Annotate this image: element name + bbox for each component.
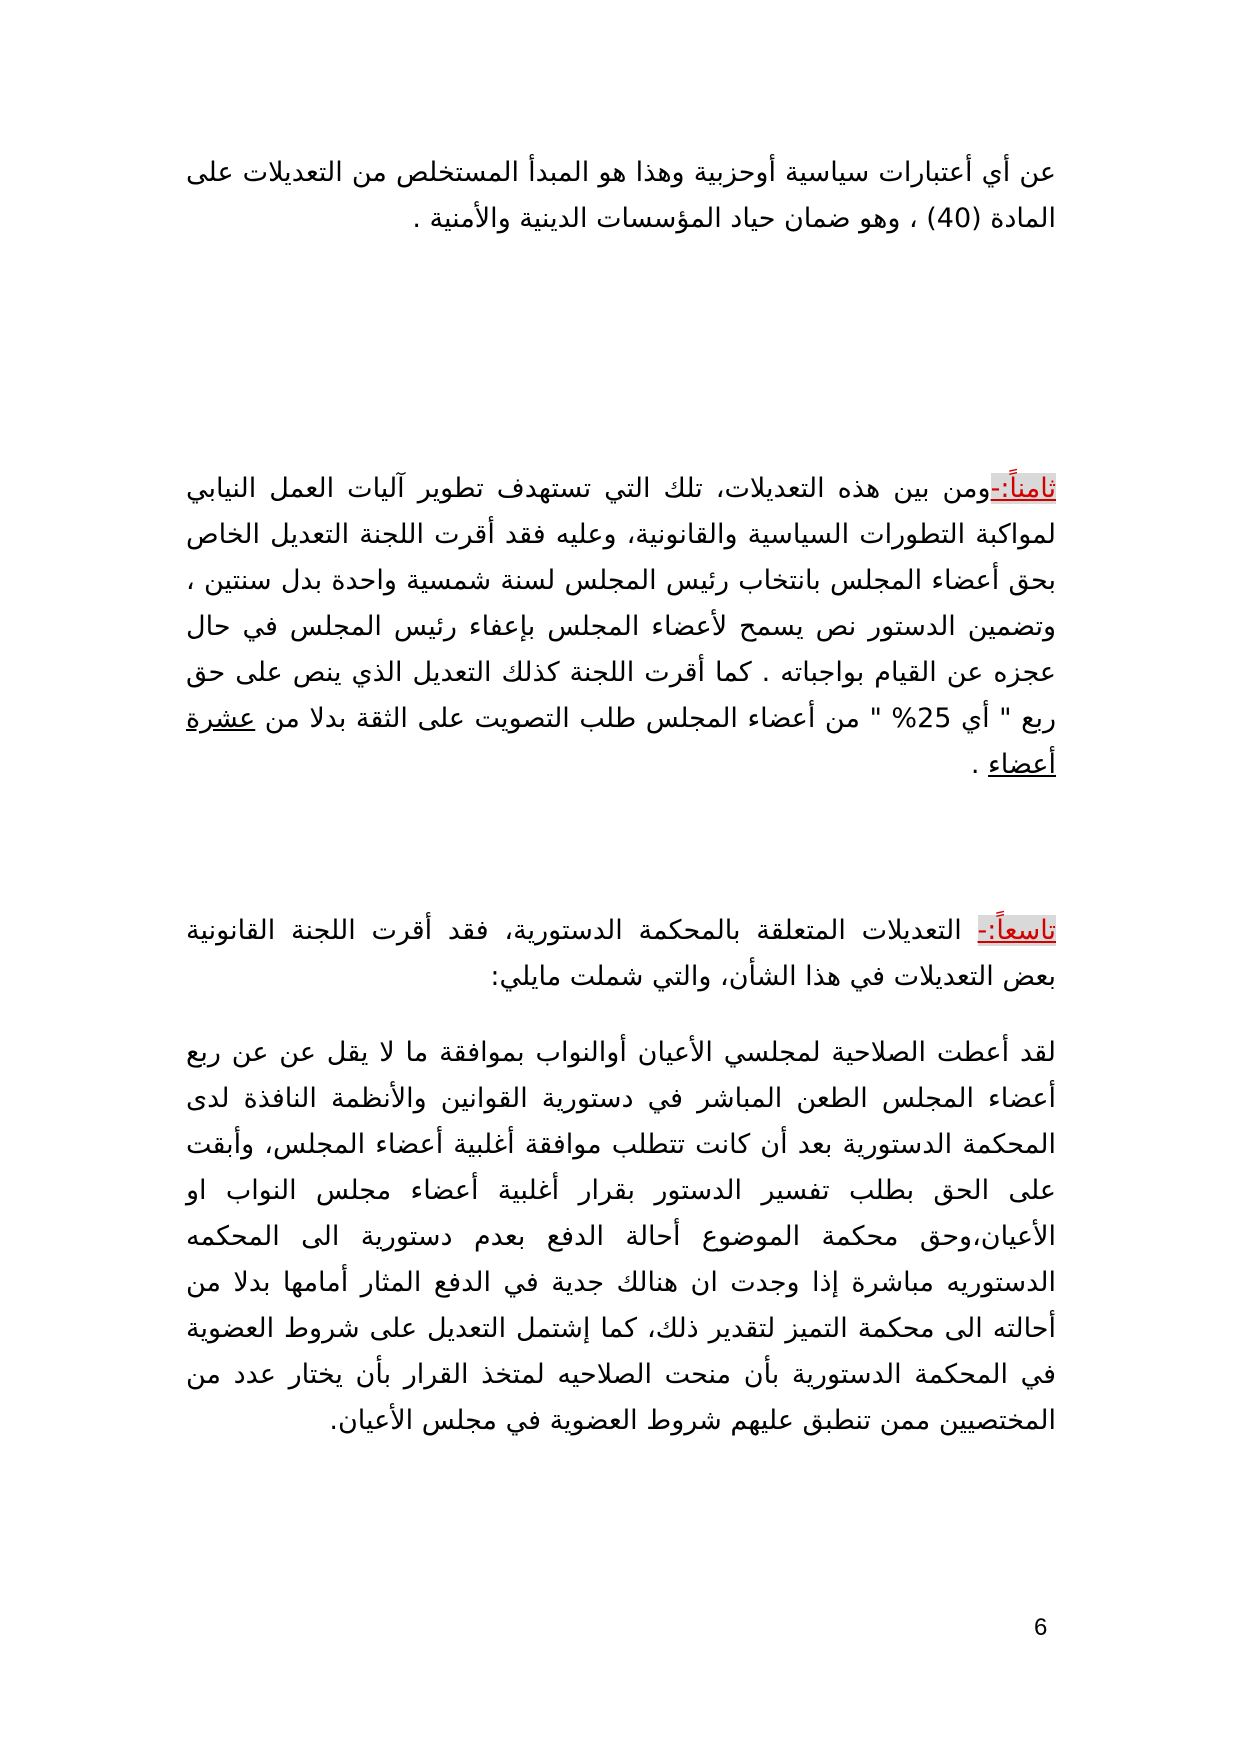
paragraph-text: عن أي أعتبارات سياسية أوحزبية وهذا هو المبدأ المستخلص من التعديلات على المادة (40) ، وهو ضمان حياد المؤسسات الدينية والأمنية . bbox=[186, 157, 1056, 234]
paragraph-text-end: . bbox=[970, 749, 989, 780]
paragraph-constitutional-court bbox=[186, 1030, 1056, 1444]
section-heading-ninth: تاسعاً:- bbox=[977, 915, 1056, 946]
paragraph-neutrality bbox=[186, 150, 1056, 242]
paragraph-text: لقد أعطت الصلاحية لمجلسي الأعيان أوالنواب بموافقة ما لا يقل عن عن ربع أعضاء المجلس الطعن المباشر في دستورية القوانين والأنظمة النافذة لدى المحكمة الدستورية بعد أن كانت تتطلب موافقة أغلبية أعضاء المجلس، وأبقت على الحق بطلب تفسير الدستور بقرار أغلبية أعضاء مجلس النواب او الأعيان،وحق محكمة الموضوع أحالة الدفع بعدم دستورية الى المحكمه الدستوريه مباشرة إذا وجدت ان هنالك جدية في الدفع المثار أمامها بدلا من أحالته الى محكمة التميز لتقدير ذلك، كما إشتمل التعديل على شروط العضوية في المحكمة الدستورية بأن منحت الصلاحيه لمتخذ القرار بأن يختار عدد من المختصيين ممن تنطبق عليهم شروط العضوية في مجلس الأعيان. bbox=[186, 1037, 1056, 1436]
paragraph-text: التعديلات المتعلقة بالمحكمة الدستورية، فقد أقرت اللجنة القانونية بعض التعديلات في هذا الشأن، والتي شملت مايلي: bbox=[186, 915, 1056, 992]
paragraph-eighth bbox=[186, 466, 1056, 788]
page-number: 6 bbox=[1034, 1614, 1048, 1641]
underlined-phrase: عشرة أعضاء bbox=[186, 703, 1056, 780]
paragraph-text: ومن بين هذه التعديلات، تلك التي تستهدف تطوير آليات العمل النيابي لمواكبة التطورات السياسية والقانونية، وعليه فقد أقرت اللجنة التعديل الخاص بحق أعضاء المجلس بانتخاب رئيس المجلس لسنة شمسية واحدة بدل سنتين ، وتضمين الدستور نص يسمح لأعضاء المجلس بإعفاء رئيس المجلس في حال عجزه عن القيام بواجباته . كما أقرت اللجنة كذلك التعديل الذي ينص على حق ربع " أي 25% " من أعضاء المجلس طلب التصويت على الثقة بدلا من bbox=[186, 473, 1056, 734]
section-heading-eighth: ثامناً:- bbox=[990, 473, 1056, 504]
paragraph-ninth bbox=[186, 908, 1056, 1000]
